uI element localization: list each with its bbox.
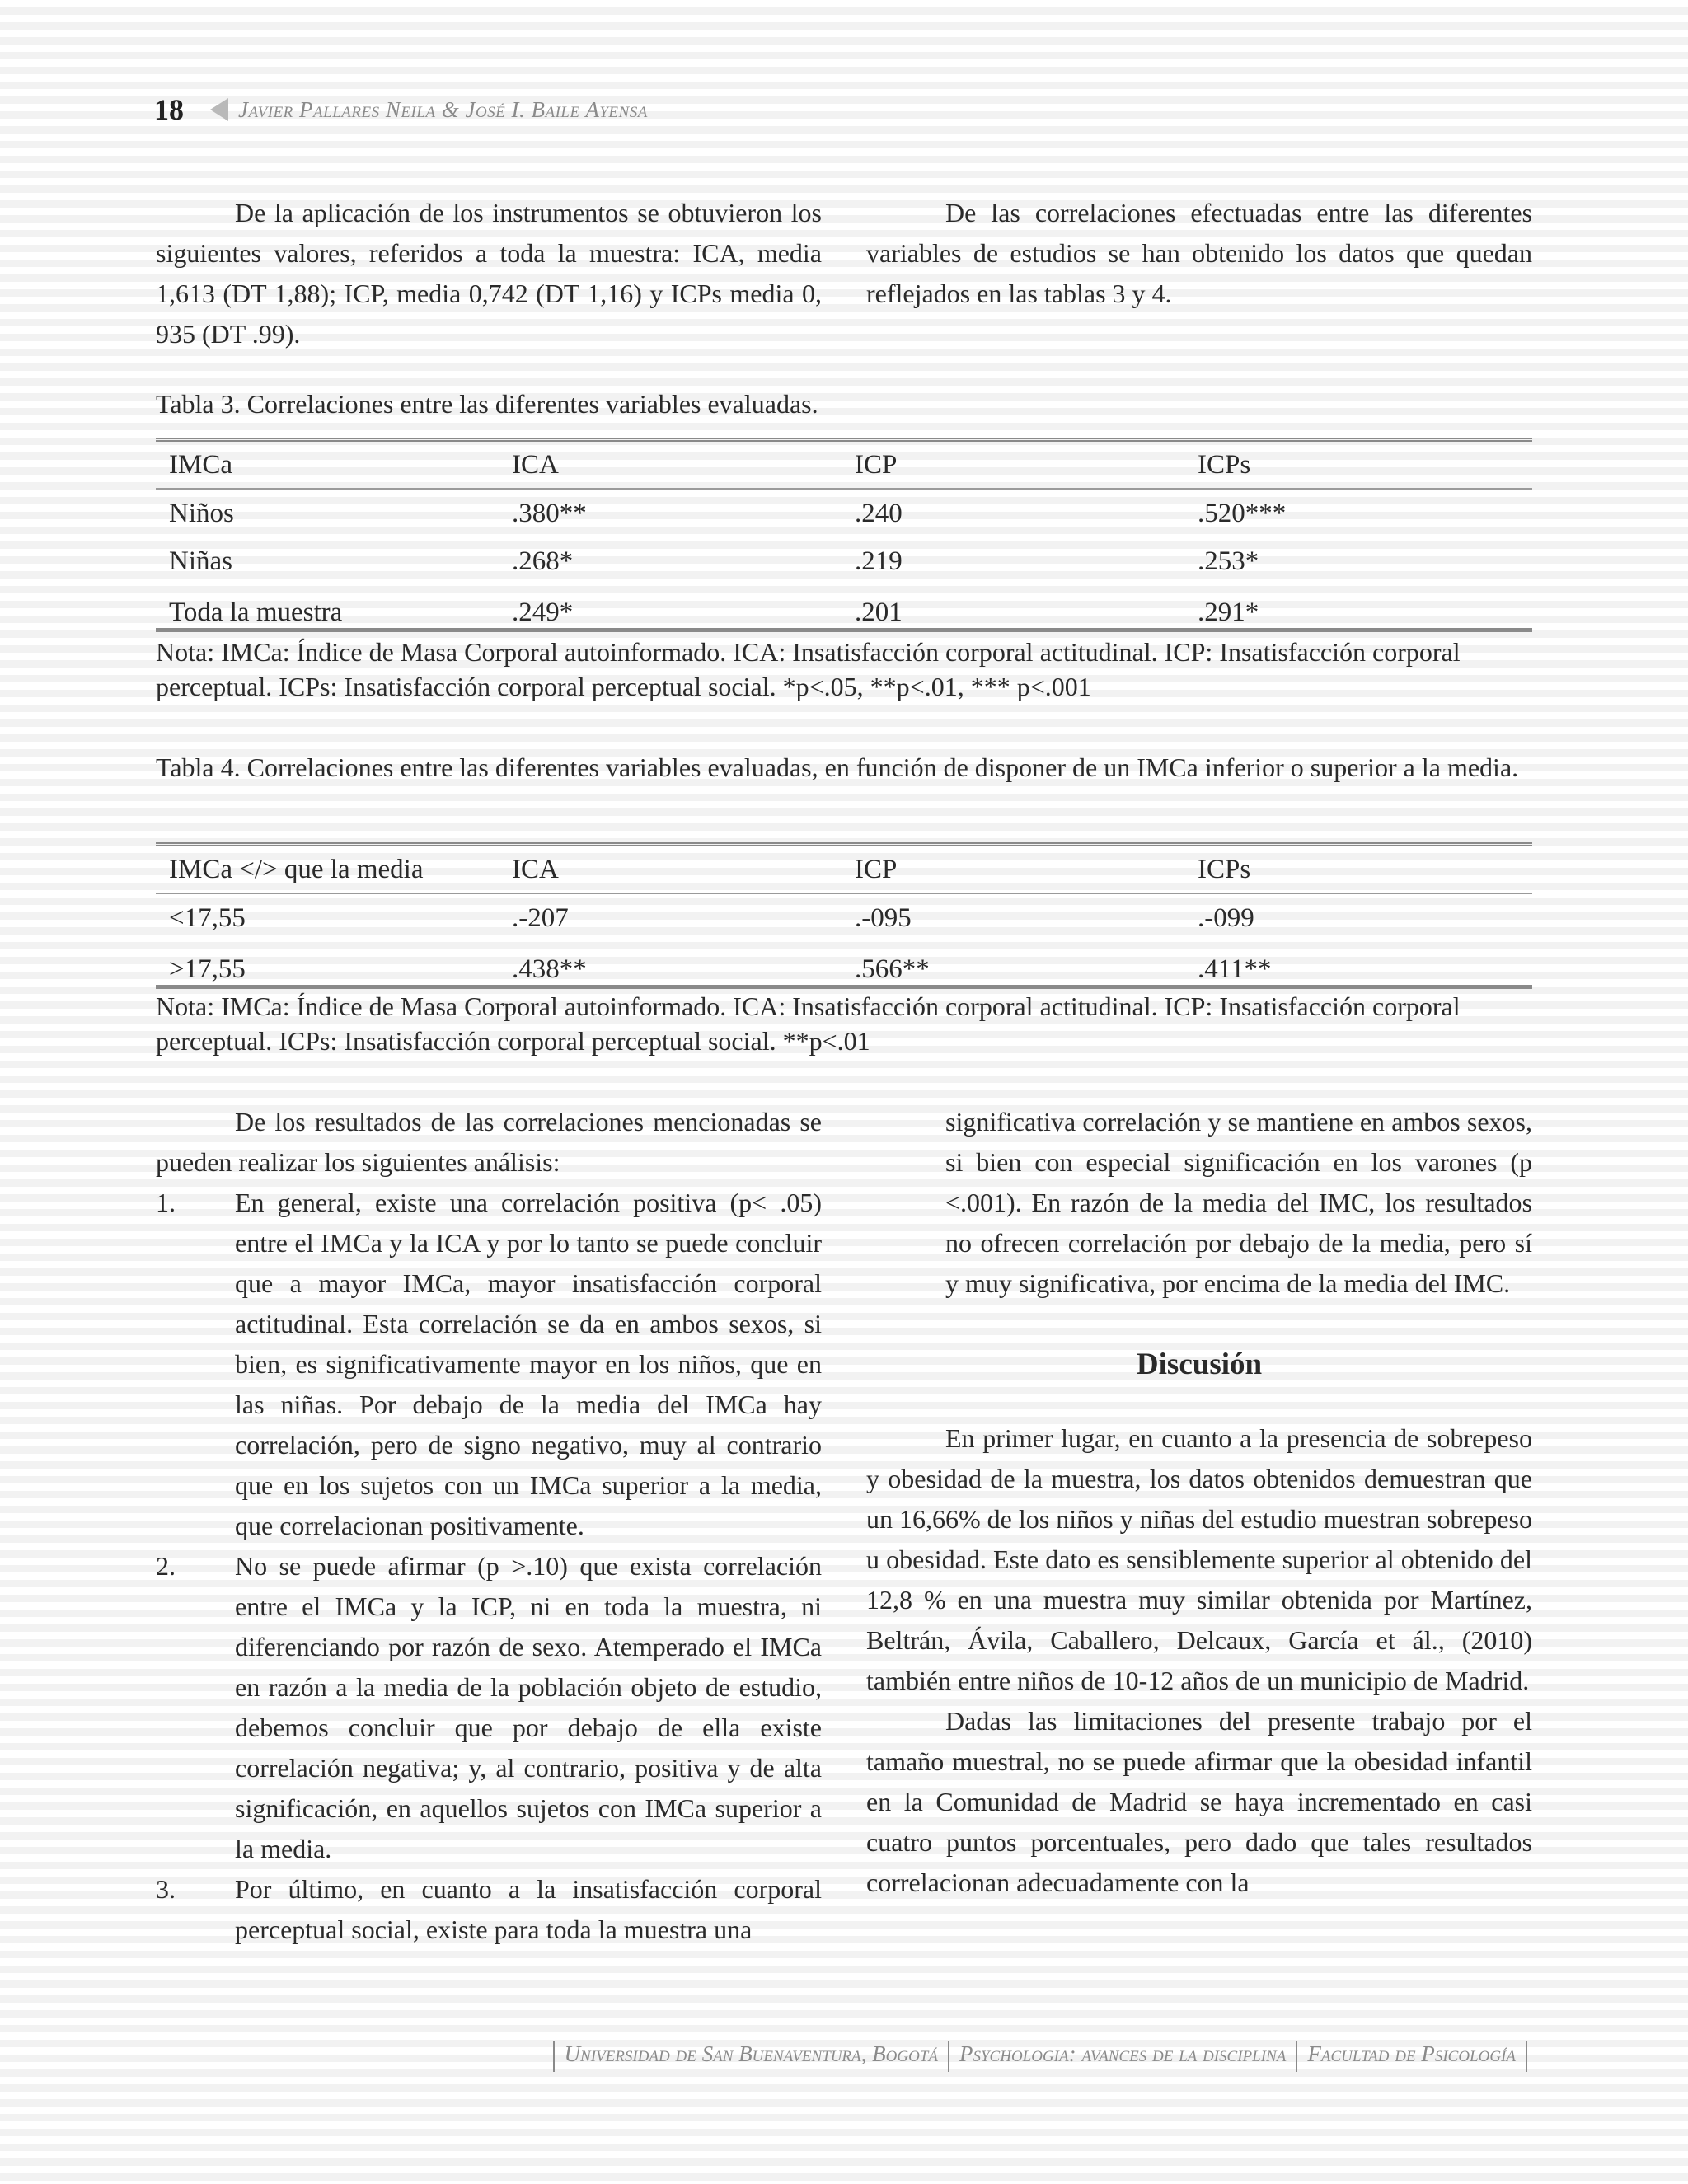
footer-faculty: Facultad de Psicología bbox=[1307, 2041, 1516, 2067]
table-cell: .438** bbox=[499, 942, 842, 987]
table3-caption: Tabla 3. Correlaciones entre las diferentes variables evaluadas. bbox=[156, 389, 818, 419]
table-header-cell: IMCa </> que la media bbox=[156, 845, 499, 894]
table-cell: <17,55 bbox=[169, 902, 246, 933]
running-footer bbox=[396, 2041, 1537, 2072]
table-row bbox=[156, 537, 1532, 585]
table-header-cell: ICP bbox=[842, 440, 1184, 490]
table4-caption: Tabla 4. Correlaciones entre las diferentes variables evaluadas, en función de disponer de un IMCa inferior o superior a la media. bbox=[156, 752, 1519, 782]
footer-divider bbox=[1296, 2041, 1297, 2072]
table-cell: .411** bbox=[1184, 942, 1532, 987]
table-cell: Toda la muestra bbox=[156, 585, 499, 630]
table-header-cell: ICA bbox=[499, 440, 842, 490]
table-header-cell: ICPs bbox=[1184, 440, 1532, 490]
table-cell: .253* bbox=[1198, 546, 1259, 576]
section-title: Discusión bbox=[1136, 1347, 1263, 1381]
table4 bbox=[156, 842, 1532, 989]
table-cell: Niñas bbox=[169, 546, 232, 576]
table-cell: .201 bbox=[842, 585, 1184, 630]
table-header-cell: ICA bbox=[499, 845, 842, 894]
table-header-row bbox=[156, 440, 1532, 490]
tables-reference-paragraph: De las correlaciones efectuadas entre las diferentes variables de estudios se han obtenido los datos que quedan reflejados en las tablas 3 y 4. bbox=[866, 198, 1532, 308]
analysis-left-column bbox=[156, 1102, 822, 1950]
intro-right-column bbox=[866, 193, 1532, 314]
table-row bbox=[156, 489, 1532, 537]
list-item bbox=[156, 1869, 822, 1950]
table-cell: .380** bbox=[512, 498, 587, 528]
table-row bbox=[156, 942, 1532, 987]
table-header-row bbox=[156, 845, 1532, 894]
page-number: 18 bbox=[154, 93, 184, 126]
list-number: 2. bbox=[156, 1551, 176, 1581]
list-number: 3. bbox=[156, 1874, 176, 1904]
list-text: En general, existe una correlación positiva (p< .05) entre el IMCa y la ICA y por lo tanto se puede concluir que a mayor IMCa, mayor insatisfacción corporal actitudinal. Esta correlación se da en ambos sexos, si bien, es significativamente mayor en los niños, que en las niñas. Por debajo de la media del IMCa hay correlación, pero de signo negativo, muy al contrario que en los sujetos con un IMCa superior a la media, que correlacionan positivamente. bbox=[235, 1188, 822, 1540]
table-cell: >17,55 bbox=[156, 942, 499, 987]
discussion-paragraph: Dadas las limitaciones del presente trabajo por el tamaño muestral, no se puede afirmar que la obesidad infantil en la Comunidad de Madrid se haya incrementado en casi cuatro puntos porcentuales, pero dado que tales resultados correlacionan adecuadamente con la bbox=[866, 1706, 1532, 1897]
list-text: No se puede afirmar (p >.10) que exista correlación entre el IMCa y la ICP, ni en toda la muestra, ni diferenciando por razón de sexo. Atemperado el IMCa en razón a la media de la población objeto de estudio, debemos concluir que por debajo de ella existe correlación negativa; y, al contrario, positiva y de alta significación, en aquellos sujetos con IMCa superior a la media. bbox=[235, 1551, 822, 1863]
intro-paragraph: De la aplicación de los instrumentos se obtuvieron los siguientes valores, referidos a toda la muestra: ICA, media 1,613 (DT 1,88); ICP, media 0,742 (DT 1,16) y ICPs media 0, 935 (DT .99). bbox=[156, 198, 822, 349]
table-cell: .-099 bbox=[1198, 902, 1254, 933]
table4-note: Nota: IMCa: Índice de Masa Corporal autoinformado. ICA: Insatisfacción corporal actitudinal. ICP: Insatisfacción corporal perceptual. ICPs: Insatisfacción corporal perceptual social. **p<.01 bbox=[156, 991, 1461, 1056]
table-row bbox=[156, 585, 1532, 630]
footer-divider bbox=[553, 2041, 555, 2072]
table-cell: .566** bbox=[842, 942, 1184, 987]
table-header-cell: ICPs bbox=[1184, 845, 1532, 894]
table-cell: .-207 bbox=[512, 902, 569, 933]
table-cell: .-095 bbox=[855, 902, 912, 933]
table3-note: Nota: IMCa: Índice de Masa Corporal autoinformado. ICA: Insatisfacción corporal actitudinal. ICP: Insatisfacción corporal perceptual. ICPs: Insatisfacción corporal perceptual social. *p<.05, **p<.01, *** p<.001 bbox=[156, 637, 1461, 701]
discussion-right-column bbox=[866, 1102, 1532, 1903]
footer-university: Universidad de San Buenaventura, Bogotá bbox=[564, 2041, 938, 2067]
triangle-left-icon bbox=[210, 98, 228, 121]
table-cell: .520*** bbox=[1198, 498, 1287, 528]
table-cell: .291* bbox=[1184, 585, 1532, 630]
list-text: Por último, en cuanto a la insatisfacción corporal perceptual social, existe para toda la muestra una bbox=[235, 1874, 822, 1944]
list-item bbox=[156, 1183, 822, 1546]
footer-divider bbox=[1526, 2041, 1527, 2072]
list-item-continuation: significativa correlación y se mantiene en ambos sexos, si bien con especial significación en los varones (p <.001). En razón de la media del IMC, los resultados no ofrecen correlación por debajo de la media, pero sí y muy significativa, por encima de la media del IMC. bbox=[945, 1107, 1532, 1298]
table-header-cell: ICP bbox=[842, 845, 1184, 894]
intro-left-column bbox=[156, 193, 822, 354]
table-cell: .240 bbox=[855, 498, 903, 528]
table3 bbox=[156, 438, 1532, 632]
running-header-authors: Javier Pallares Neila & José I. Baile Ayensa bbox=[238, 96, 648, 122]
table-header-cell: IMCa bbox=[156, 440, 499, 490]
analysis-lead: De los resultados de las correlaciones mencionadas se pueden realizar los siguientes análisis: bbox=[156, 1107, 822, 1177]
running-header bbox=[154, 89, 648, 130]
table-cell: Niños bbox=[169, 498, 234, 528]
discussion-paragraph: En primer lugar, en cuanto a la presencia de sobrepeso y obesidad de la muestra, los datos obtenidos demuestran que un 16,66% de los niños y niñas del estudio muestran sobrepeso u obesidad. Este dato es sensiblemente superior al obtenido del 12,8 % en una muestra muy similar obtenida por Martínez, Beltrán, Ávila, Caballero, Delcaux, García et ál., (2010) también entre niños de 10-12 años de un municipio de Madrid. bbox=[866, 1423, 1532, 1695]
table-cell: .268* bbox=[512, 546, 574, 576]
footer-divider bbox=[948, 2041, 950, 2072]
footer-journal: Psychologia: avances de la disciplina bbox=[959, 2041, 1287, 2067]
list-number: 1. bbox=[156, 1188, 176, 1217]
list-item bbox=[156, 1546, 822, 1869]
table-cell: .249* bbox=[499, 585, 842, 630]
table-row bbox=[156, 893, 1532, 942]
table-cell: .219 bbox=[855, 546, 903, 576]
